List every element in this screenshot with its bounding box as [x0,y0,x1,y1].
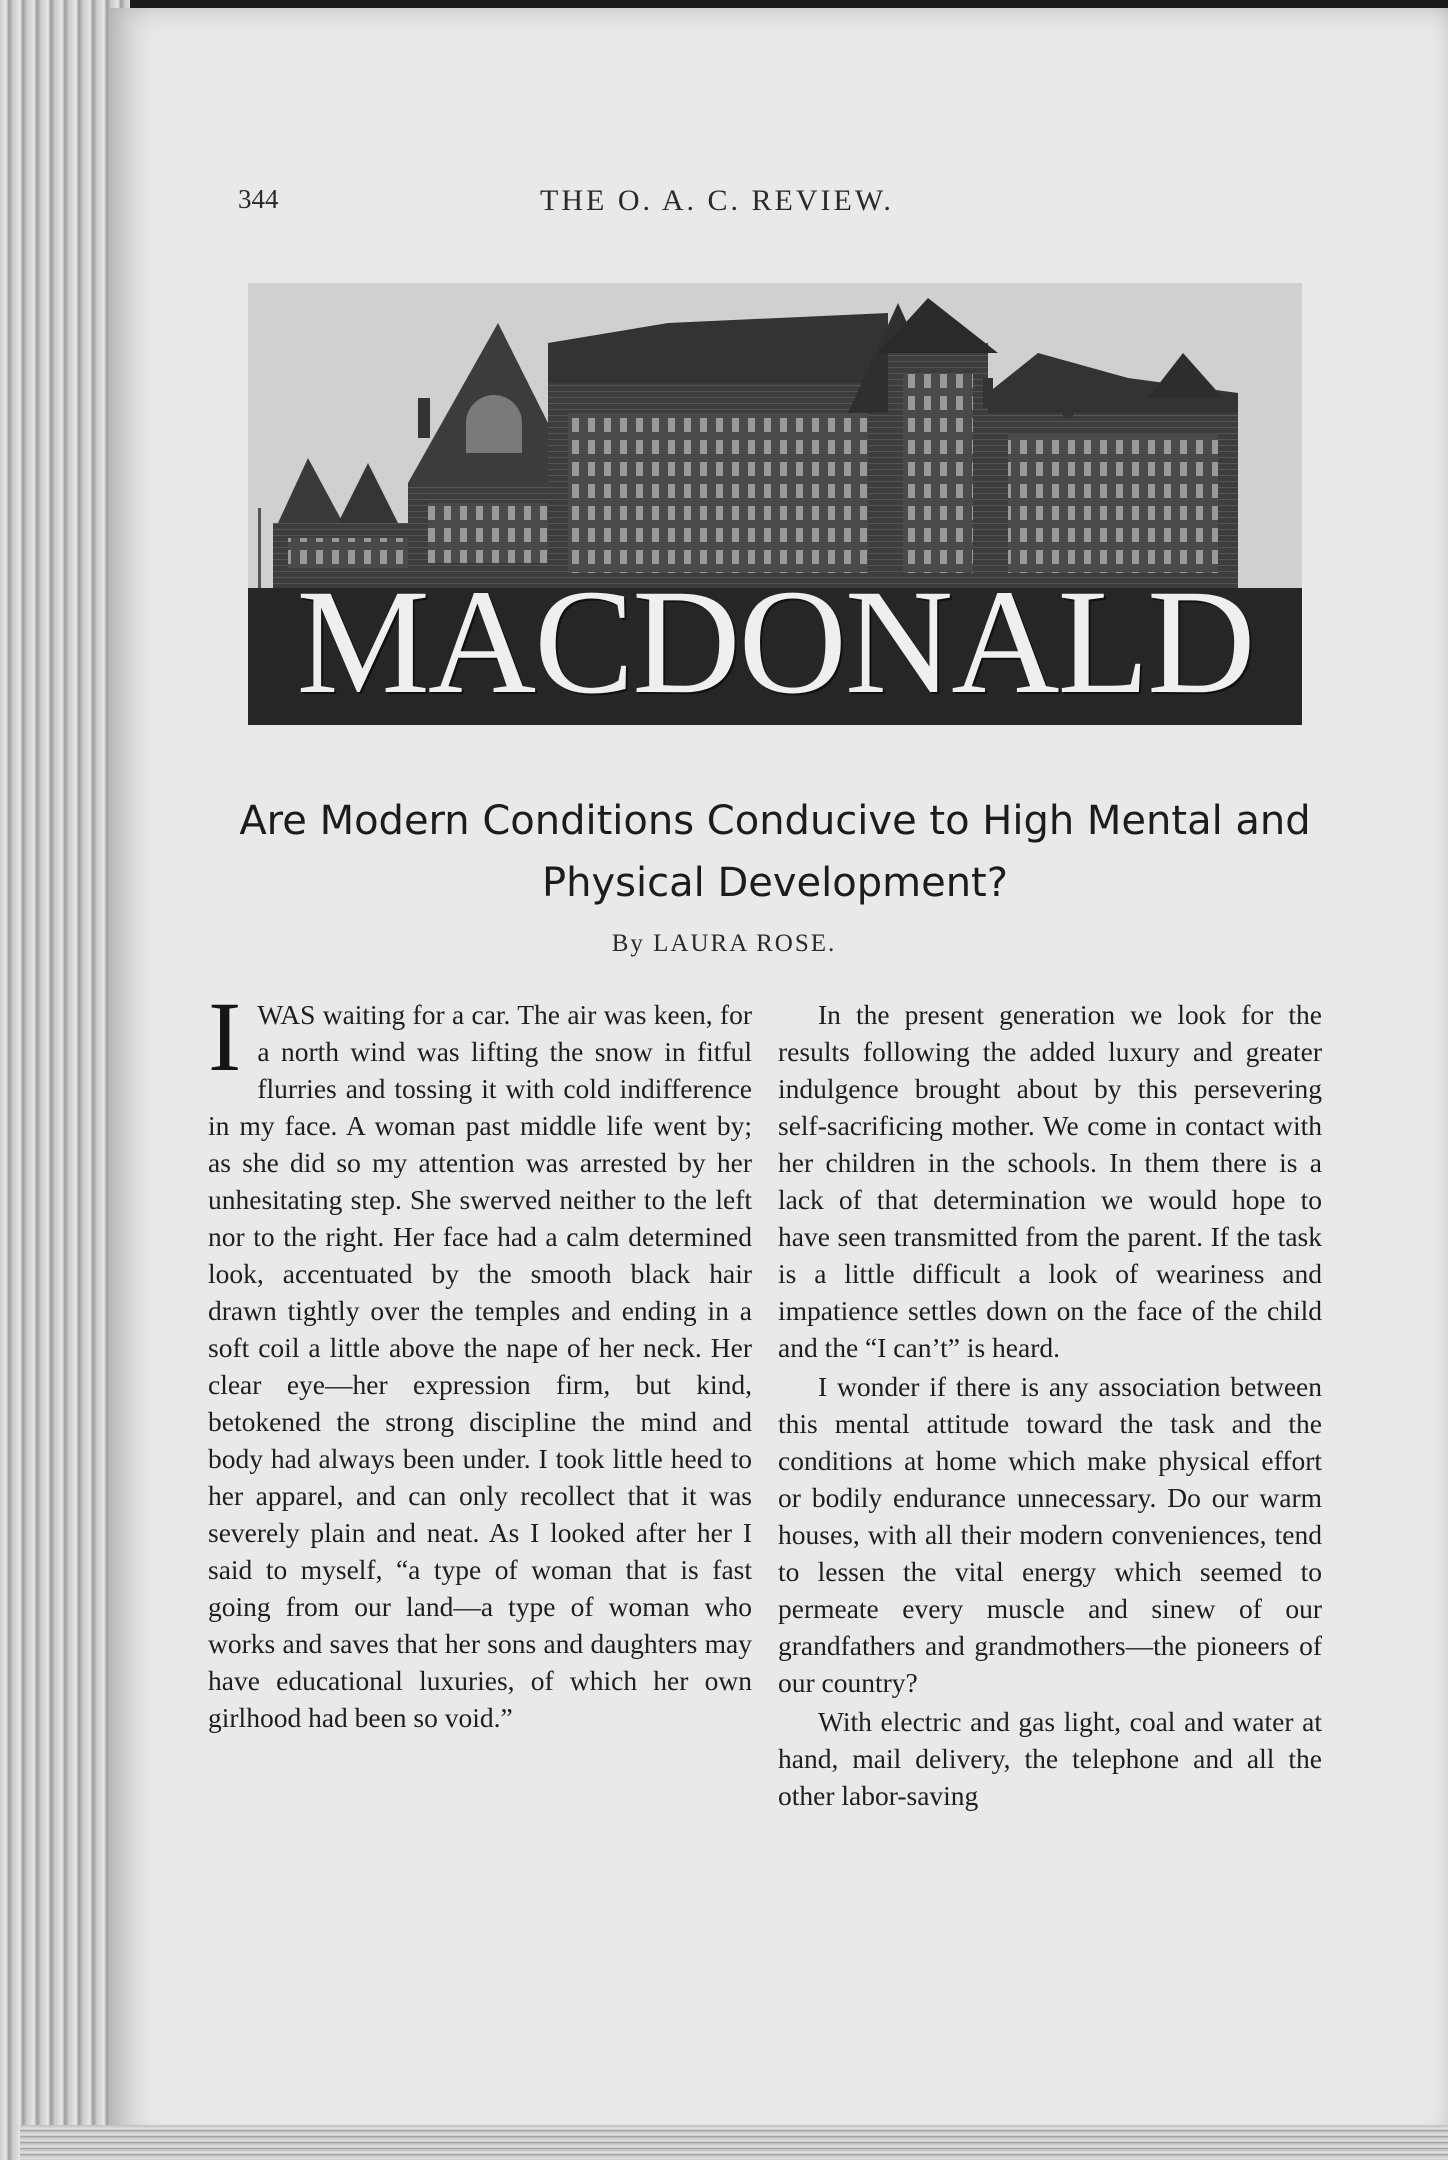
running-header [0,180,1448,230]
journal-title: THE O. A. C. REVIEW. [540,184,894,217]
paragraph-right-3: With electric and gas light, coal and water at hand, mail delivery, the telephone and all the other labor-saving [778,1706,1322,1811]
article-column-left [208,981,752,1736]
article-byline: By LAURA ROSE. [611,930,837,957]
banner-title-macdonald: MACDONALD [296,559,1254,725]
book-bottom-edge [20,2125,1448,2160]
page-number: 344 [238,184,279,214]
paragraph-right-1: In the present generation we look for the results following the added luxury and greater indulgence brought about by this persevering self-sacrificing mother. We come in contact with her children in the schools. In them there is a lack of that determination we would hope to have seen transmitted from the parent. If the task is a little difficult a look of weariness and impatience settles down on the face of the child and the “I can’t” is heard. [778,999,1322,1363]
drop-cap-letter: I [208,981,242,1092]
article-title: Are Modern Conditions Conducive to High Mental and Physical Development? [239,798,1311,906]
macdonald-banner-photo [248,283,1302,725]
paragraph-left-text: WAS waiting for a car. The air was keen, for a north wind was lifting the snow in fitful flurries and tossing it with cold indifference in my face. A woman past middle life went by; as she did so my attention was arrested by her unhesitating step. She swerved neither to the left nor to the right. Her face had a calm determined look, accentuated by the smooth black hair drawn tightly over the temples and ending in a soft coil a little above the nape of her neck. Her clear eye—her expression firm, but kind, betokened the strong discipline the mind and body had always been under. I took little heed to her apparel, and can only recollect that it was severely plain and neat. As I looked after her I said to myself, “a type of woman that is fast going from our land—a type of woman who works and saves that her sons and daughters may have educational luxuries, of which her own girlhood had been so void.” [208,999,752,1733]
paragraph-left [208,981,752,1736]
paragraph-right-2: I wonder if there is any association between this mental attitude toward the task and the conditions at home which make physical effort or bodily endurance unnecessary. Do our warm houses, with all their modern conveniences, tend to lessen the vital energy which seemed to permeate every muscle and sinew of our grandfathers and grandmothers—the pioneers of our country? [778,1371,1322,1698]
article-column-right [778,996,1322,1814]
